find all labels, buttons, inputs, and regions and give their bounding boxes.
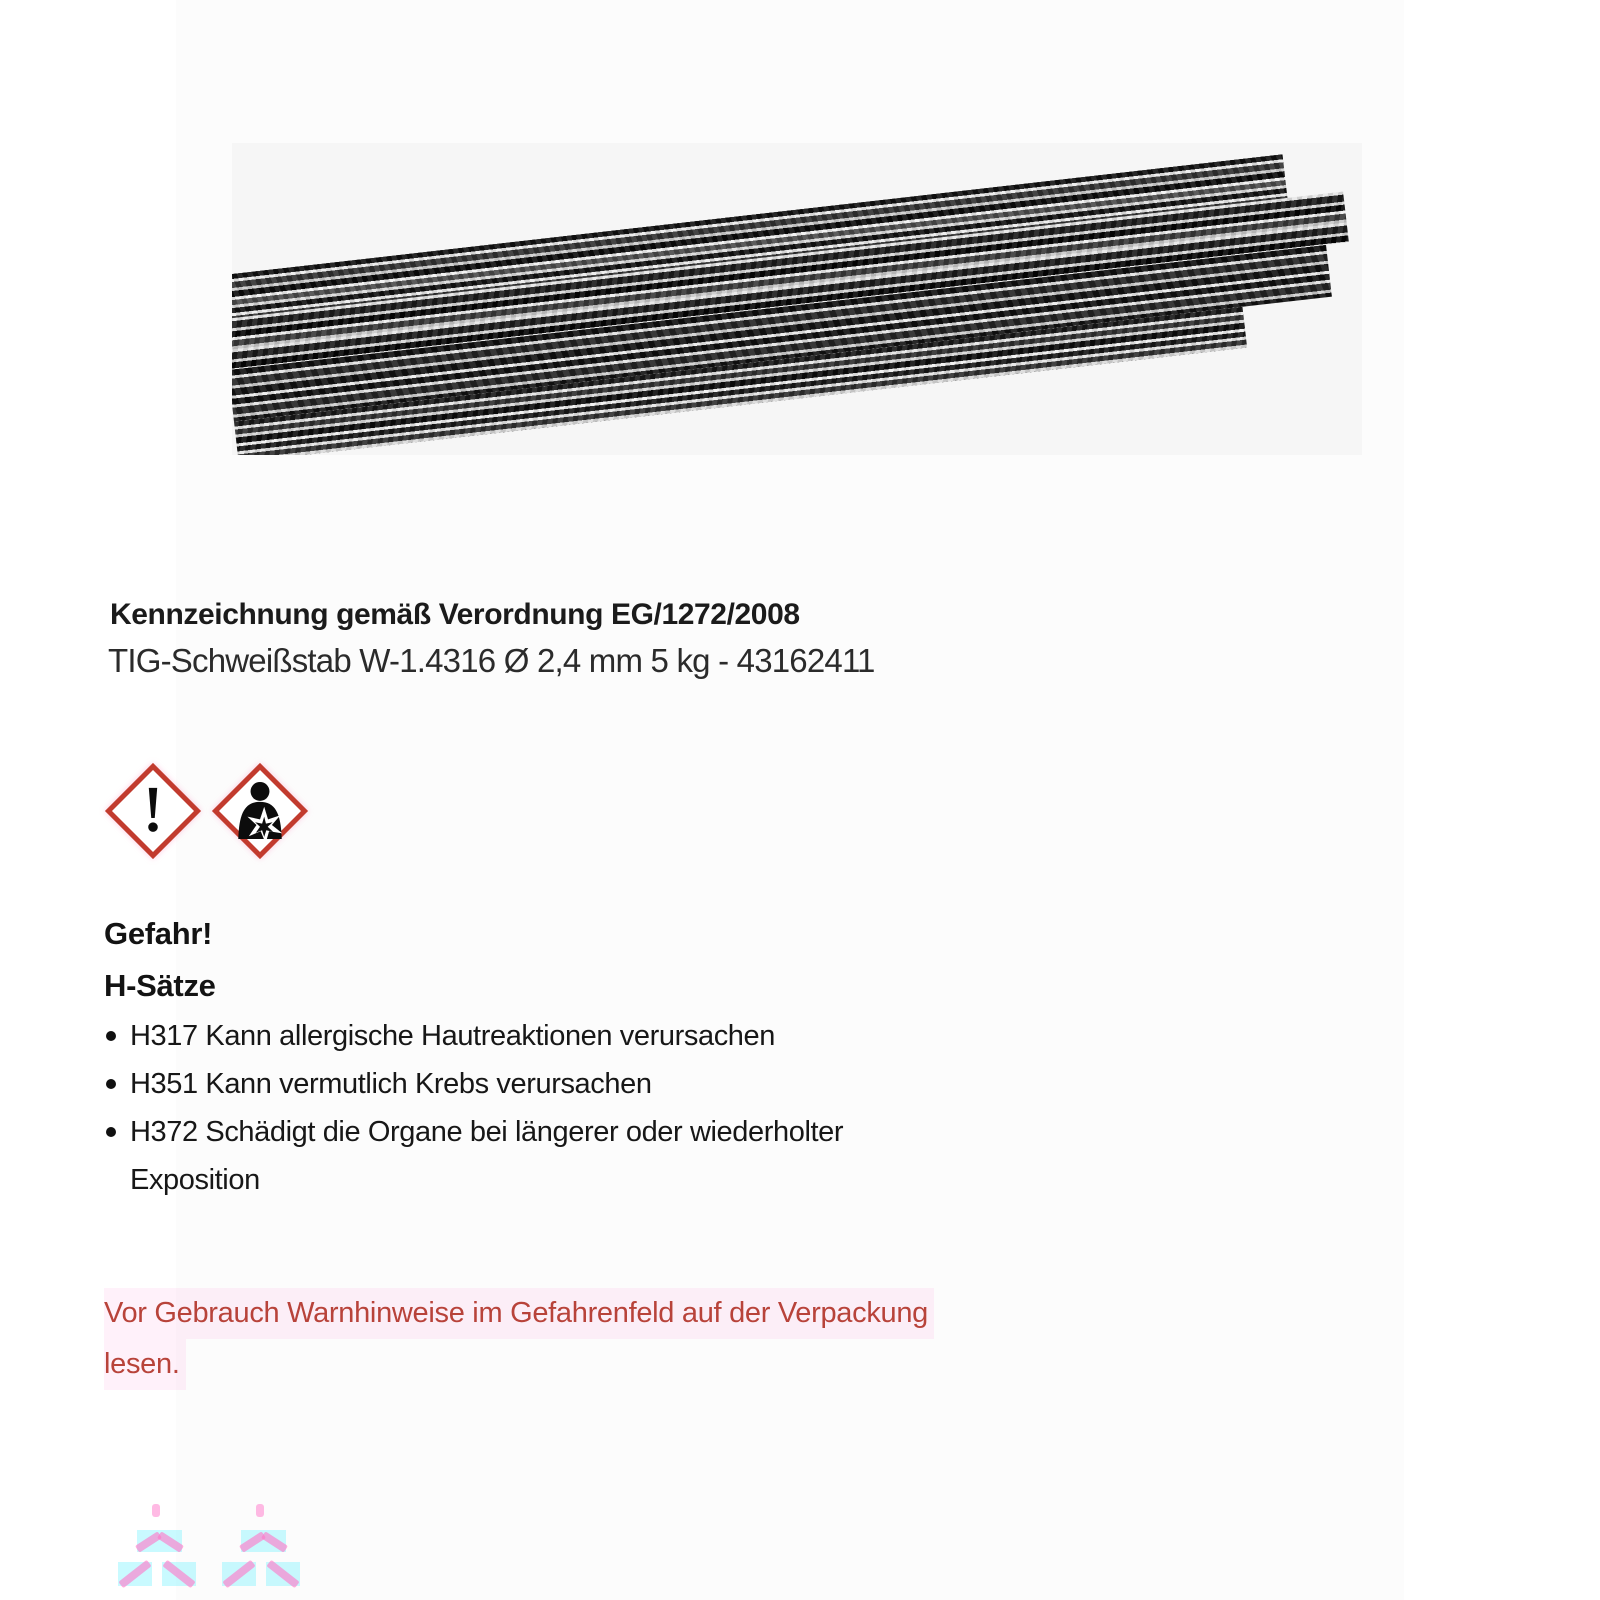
h-statements-title: H-Sätze [104,968,216,1003]
h-statement: H317 Kann allergische Hautreaktionen verursachen [104,1012,934,1060]
ghs07-exclamation-mark-icon [104,762,202,860]
usage-warning-line: Vor Gebrauch Warnhinweise im Gefahrenfeld auf der Verpackung [104,1288,934,1339]
h-statement: H372 Schädigt die Organe bei längerer oder wiederholter Exposition [104,1108,934,1204]
signal-word: Gefahr! [104,916,213,951]
ghs08-health-hazard-icon [211,762,309,860]
usage-warning-note [104,1288,1064,1390]
exclamation-mark-glyph [118,776,188,846]
product-designation: TIG-Schweißstab W-1.4316 Ø 2,4 mm 5 kg - 43162411 [108,642,875,679]
h-statement: H351 Kann vermutlich Krebs verursachen [104,1060,934,1108]
artifact-diagonal [118,1562,152,1586]
h-statements-list [104,1012,934,1204]
artifact-dot [256,1504,264,1517]
health-hazard-glyph [225,776,295,846]
watermark-artifact [222,1498,302,1590]
watermark-artifact [118,1498,198,1590]
welding-rods-bundle [232,148,1359,455]
artifact-diagonal [222,1562,256,1586]
artifact-chevron [137,1530,182,1552]
product-image [232,143,1362,455]
usage-warning-line: lesen. [104,1339,186,1390]
artifact-diagonal [266,1562,300,1586]
artifact-dot [152,1504,160,1517]
labeling-heading: Kennzeichnung gemäß Verordnung EG/1272/2008 [110,598,800,631]
artifact-chevron [241,1530,286,1552]
artifact-diagonal [162,1562,196,1586]
ghs-pictogram-row [104,762,309,860]
